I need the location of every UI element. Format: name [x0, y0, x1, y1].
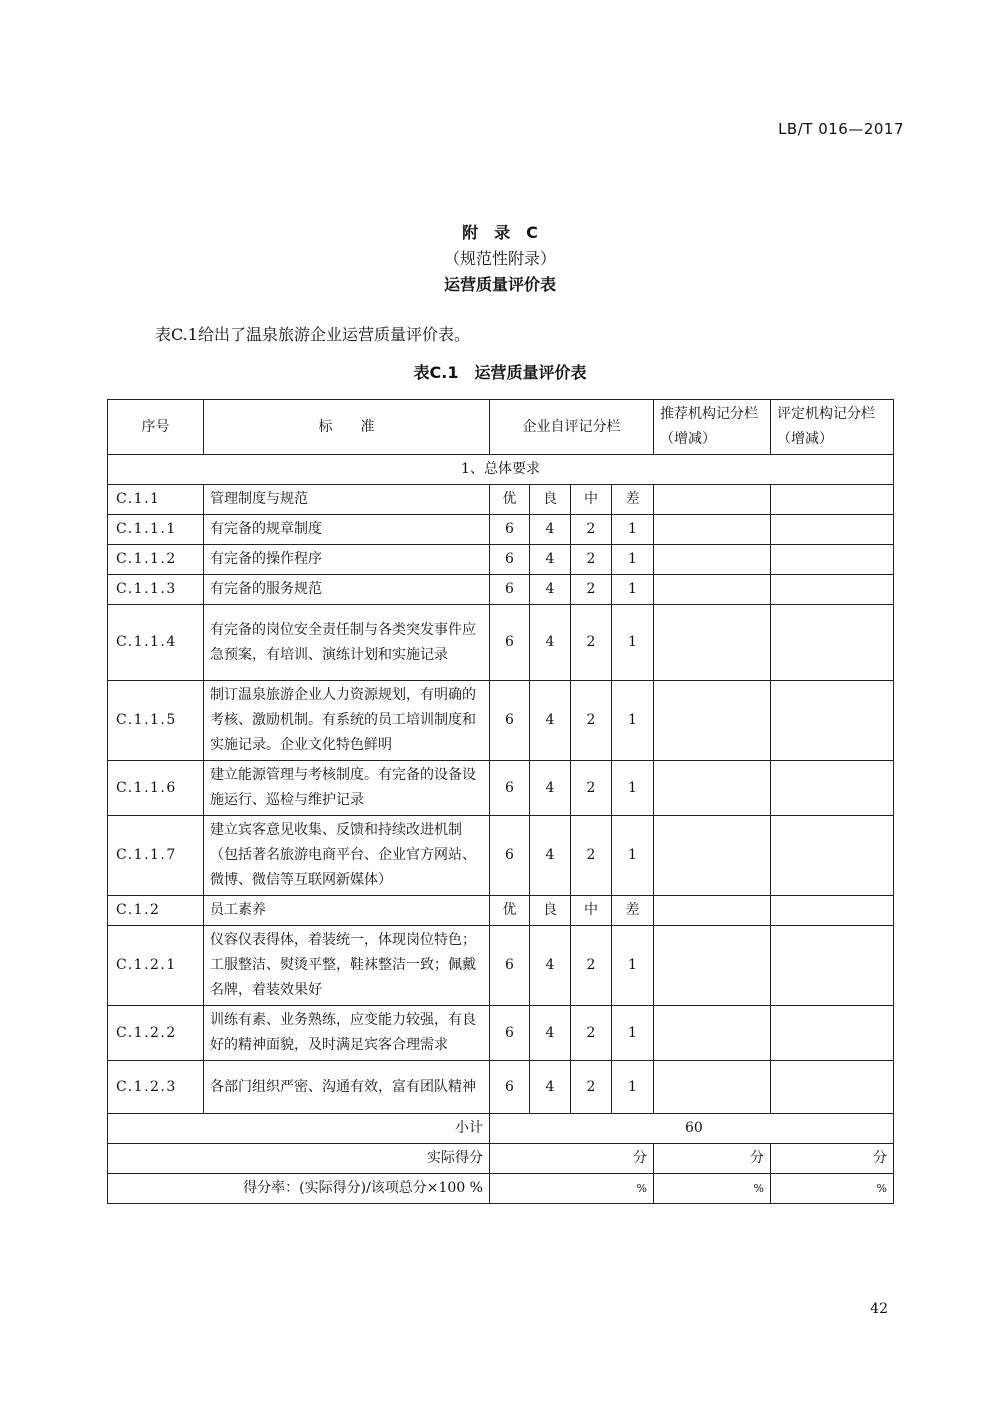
table-row [108, 1006, 894, 1061]
row-code: C.1.1.2 [108, 545, 204, 575]
score-poor: 差 [612, 896, 654, 926]
score-fair: 2 [571, 681, 612, 761]
table-row [108, 761, 894, 816]
section-label: 1、总体要求 [108, 455, 894, 485]
score-good: 4 [530, 681, 571, 761]
score-good: 良 [530, 896, 571, 926]
score-poor: 1 [612, 605, 654, 681]
assess-score-cell [771, 485, 894, 515]
row-code: C.1.1.4 [108, 605, 204, 681]
score-poor: 1 [612, 545, 654, 575]
score-rate-self: % [490, 1174, 654, 1204]
recommend-score-cell [654, 515, 771, 545]
recommend-score-cell [654, 545, 771, 575]
score-excellent: 6 [490, 761, 530, 816]
table-row [108, 485, 894, 515]
score-good: 良 [530, 485, 571, 515]
header-standard: 标 准 [204, 400, 490, 455]
score-good: 4 [530, 545, 571, 575]
score-excellent: 6 [490, 575, 530, 605]
row-standard: 训练有素、业务熟练，应变能力较强，有良好的精神面貌，及时满足宾客合理需求 [204, 1006, 490, 1061]
score-poor: 1 [612, 575, 654, 605]
row-standard: 有完备的岗位安全责任制与各类突发事件应急预案，有培训、演练计划和实施记录 [204, 605, 490, 681]
score-good: 4 [530, 1006, 571, 1061]
row-code: C.1.2.1 [108, 926, 204, 1006]
score-fair: 2 [571, 1061, 612, 1114]
score-fair: 2 [571, 926, 612, 1006]
recommend-score-cell [654, 1006, 771, 1061]
row-standard: 各部门组织严密、沟通有效，富有团队精神 [204, 1061, 490, 1114]
appendix-subtitle: （规范性附录） [443, 249, 556, 268]
row-code: C.1.1.7 [108, 816, 204, 896]
row-code: C.1.1.6 [108, 761, 204, 816]
actual-score-self: 分 [490, 1144, 654, 1174]
row-code: C.1.2.3 [108, 1061, 204, 1114]
score-good: 4 [530, 1061, 571, 1114]
assess-score-cell [771, 681, 894, 761]
table-row [108, 816, 894, 896]
score-excellent: 6 [490, 515, 530, 545]
appendix-name: 运营质量评价表 [443, 275, 556, 294]
assess-score-cell [771, 926, 894, 1006]
table-title [0, 360, 1000, 383]
score-rate-row [108, 1174, 894, 1204]
recommend-score-cell [654, 926, 771, 1006]
header-assess: 评定机构记分栏（增减） [771, 400, 894, 455]
assess-score-cell [771, 545, 894, 575]
score-poor: 1 [612, 926, 654, 1006]
assess-score-cell [771, 1006, 894, 1061]
row-standard: 有完备的操作程序 [204, 545, 490, 575]
score-good: 4 [530, 605, 571, 681]
score-excellent: 6 [490, 1006, 530, 1061]
score-fair: 中 [571, 896, 612, 926]
score-fair: 2 [571, 605, 612, 681]
row-standard: 有完备的规章制度 [204, 515, 490, 545]
score-good: 4 [530, 515, 571, 545]
row-standard: 建立宾客意见收集、反馈和持续改进机制（包括著名旅游电商平台、企业官方网站、微博、微信等互联网新媒体） [204, 816, 490, 896]
appendix-title: 附 录 C [462, 223, 538, 242]
document-code: LB/T 016—2017 [778, 120, 904, 138]
row-standard: 建立能源管理与考核制度。有完备的设备设施运行、巡检与维护记录 [204, 761, 490, 816]
score-excellent: 6 [490, 926, 530, 1006]
table-number: 表C.1 [413, 363, 459, 382]
row-code: C.1.1.5 [108, 681, 204, 761]
score-fair: 2 [571, 816, 612, 896]
intro-paragraph: 表C.1给出了温泉旅游企业运营质量评价表。 [155, 325, 470, 344]
row-standard: 仪容仪表得体，着装统一，体现岗位特色；工服整洁、熨烫平整，鞋袜整洁一致；佩戴名牌，着装效果好 [204, 926, 490, 1006]
table-row [108, 681, 894, 761]
recommend-score-cell [654, 896, 771, 926]
recommend-score-cell [654, 816, 771, 896]
header-self-eval: 企业自评记分栏 [490, 400, 654, 455]
score-fair: 2 [571, 1006, 612, 1061]
score-poor: 1 [612, 515, 654, 545]
row-code: C.1.1.1 [108, 515, 204, 545]
recommend-score-cell [654, 605, 771, 681]
score-poor: 差 [612, 485, 654, 515]
row-code: C.1.1.3 [108, 575, 204, 605]
score-good: 4 [530, 816, 571, 896]
score-poor: 1 [612, 1006, 654, 1061]
assess-score-cell [771, 816, 894, 896]
table-row [108, 575, 894, 605]
row-standard: 制订温泉旅游企业人力资源规划，有明确的考核、激励机制。有系统的员工培训制度和实施记录。企业文化特色鲜明 [204, 681, 490, 761]
section-row [108, 455, 894, 485]
subtotal-value: 60 [490, 1114, 894, 1144]
table-row [108, 515, 894, 545]
row-standard: 有完备的服务规范 [204, 575, 490, 605]
recommend-score-cell [654, 1061, 771, 1114]
row-standard: 管理制度与规范 [204, 485, 490, 515]
score-rate-assess: % [771, 1174, 894, 1204]
header-recommend: 推荐机构记分栏（增减） [654, 400, 771, 455]
row-code: C.1.2.2 [108, 1006, 204, 1061]
score-excellent: 6 [490, 605, 530, 681]
table-row [108, 545, 894, 575]
subtotal-label: 小计 [108, 1114, 490, 1144]
score-excellent: 6 [490, 816, 530, 896]
assess-score-cell [771, 1061, 894, 1114]
score-excellent: 6 [490, 1061, 530, 1114]
header-seq: 序号 [108, 400, 204, 455]
score-excellent: 优 [490, 485, 530, 515]
table-row [108, 1061, 894, 1114]
score-rate-label: 得分率：(实际得分)/该项总分×100 % [108, 1174, 490, 1204]
row-code: C.1.2 [108, 896, 204, 926]
score-poor: 1 [612, 816, 654, 896]
score-fair: 2 [571, 575, 612, 605]
score-fair: 2 [571, 545, 612, 575]
score-excellent: 6 [490, 545, 530, 575]
subtotal-row [108, 1114, 894, 1144]
evaluation-table [107, 399, 894, 1204]
table-row [108, 926, 894, 1006]
score-fair: 2 [571, 515, 612, 545]
score-poor: 1 [612, 681, 654, 761]
recommend-score-cell [654, 485, 771, 515]
assess-score-cell [771, 605, 894, 681]
actual-score-assess: 分 [771, 1144, 894, 1174]
table-name: 运营质量评价表 [474, 363, 587, 382]
recommend-score-cell [654, 575, 771, 605]
actual-score-row [108, 1144, 894, 1174]
actual-score-label: 实际得分 [108, 1144, 490, 1174]
assess-score-cell [771, 761, 894, 816]
score-rate-recommend: % [654, 1174, 771, 1204]
recommend-score-cell [654, 681, 771, 761]
row-code: C.1.1 [108, 485, 204, 515]
score-good: 4 [530, 926, 571, 1006]
table-row [108, 605, 894, 681]
actual-score-recommend: 分 [654, 1144, 771, 1174]
table-row [108, 896, 894, 926]
table-header-row [108, 400, 894, 455]
assess-score-cell [771, 515, 894, 545]
row-standard: 员工素养 [204, 896, 490, 926]
score-poor: 1 [612, 761, 654, 816]
recommend-score-cell [654, 761, 771, 816]
score-excellent: 优 [490, 896, 530, 926]
score-poor: 1 [612, 1061, 654, 1114]
assess-score-cell [771, 575, 894, 605]
page-number: 42 [870, 1301, 888, 1317]
score-fair: 2 [571, 761, 612, 816]
assess-score-cell [771, 896, 894, 926]
score-good: 4 [530, 761, 571, 816]
score-fair: 中 [571, 485, 612, 515]
score-good: 4 [530, 575, 571, 605]
score-excellent: 6 [490, 681, 530, 761]
